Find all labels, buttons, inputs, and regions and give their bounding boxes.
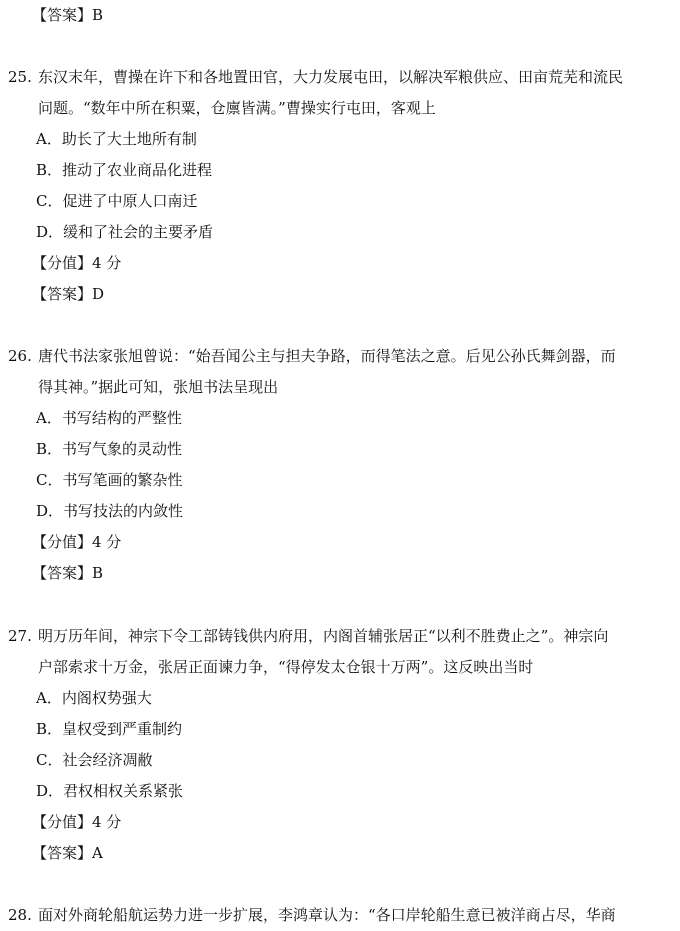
question-stem-line: 户部索求十万金，张居正面谏力争，“得停发太仓银十万两”。这反映出当时 bbox=[38, 658, 534, 676]
option-a: A．助长了大土地所有制 bbox=[36, 130, 197, 148]
option-a: A．书写结构的严整性 bbox=[36, 409, 182, 427]
question-stem-line: 东汉末年，曹操在许下和各地置田官，大力发展屯田，以解决军粮供应、田亩荒芜和流民 bbox=[38, 68, 624, 86]
option-b: B．皇权受到严重制约 bbox=[36, 720, 183, 738]
question-number: 26. bbox=[8, 347, 32, 365]
question-stem-line: 得其神。”据此可知，张旭书法呈现出 bbox=[38, 378, 279, 396]
option-d: D．缓和了社会的主要矛盾 bbox=[36, 223, 214, 241]
question-stem-line: 面对外商轮船航运势力进一步扩展，李鸿章认为：“各口岸轮船生意已被洋商占尽，华商 bbox=[38, 906, 616, 924]
question-stem-line: 唐代书法家张旭曾说：“始吾闻公主与担夫争路，而得笔法之意。后见公孙氏舞剑器，而 bbox=[38, 347, 616, 365]
option-c: C．促进了中原人口南迁 bbox=[36, 192, 198, 210]
answer-label: 【答案】A bbox=[32, 844, 103, 862]
question-stem-line: 问题。“数年中所在积粟，仓廪皆满。”曹操实行屯田，客观上 bbox=[38, 99, 436, 117]
option-b: B．推动了农业商品化进程 bbox=[36, 161, 213, 179]
answer-label: 【答案】B bbox=[32, 6, 104, 24]
option-b: B．书写气象的灵动性 bbox=[36, 440, 183, 458]
option-a: A．内阁权势强大 bbox=[36, 689, 152, 707]
score-label: 【分值】4 分 bbox=[32, 254, 122, 272]
question-stem-line: 明万历年间，神宗下令工部铸钱供内府用，内阁首辅张居正“以利不胜费止之”。神宗向 bbox=[38, 627, 609, 645]
option-d: D．君权相权关系紧张 bbox=[36, 782, 184, 800]
option-d: D．书写技法的内敛性 bbox=[36, 502, 184, 520]
question-number: 27. bbox=[8, 627, 32, 645]
option-c: C．社会经济凋敝 bbox=[36, 751, 153, 769]
answer-label: 【答案】B bbox=[32, 564, 104, 582]
score-label: 【分值】4 分 bbox=[32, 813, 122, 831]
question-number: 25. bbox=[8, 68, 32, 86]
answer-label: 【答案】D bbox=[32, 285, 105, 303]
score-label: 【分值】4 分 bbox=[32, 533, 122, 551]
option-c: C．书写笔画的繁杂性 bbox=[36, 471, 183, 489]
question-number: 28. bbox=[8, 906, 32, 924]
